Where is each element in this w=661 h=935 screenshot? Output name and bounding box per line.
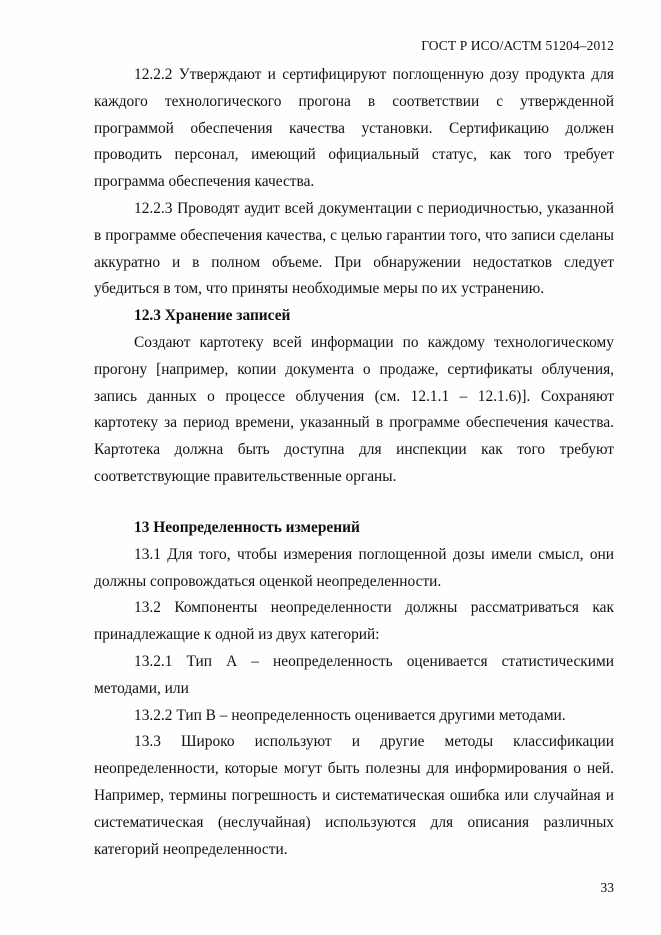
paragraph-12-2-2: 12.2.2 Утверждают и сертифицируют поглощенную дозу продукта для каждого технологического прогона в соответствии с утвержденной программой обеспечения качества установки. Сертификацию должен проводить персонал, имеющий официальный статус, как того требует программа обеспечения качества. [94, 66, 614, 191]
section-13-text [94, 515, 614, 863]
heading-12-3: 12.3 Хранение записей [134, 307, 291, 325]
paragraph-12-3: Создают картотеку всей информации по каждому технологическому прогону [например, копии документа о продаже, сертификаты облучения, запись данных о процессе облучения (см. 12.1.1 – 12.1.6)]. Сохраняют картотеку за период времени, указанный в программе обеспечения качества. Картотека должна быть доступна для инспекции как того требуют соответствующие правительственные органы. [94, 333, 614, 485]
heading-13: 13 Неопределенность измерений [134, 519, 360, 536]
paragraph-13-2-1: 13.2.1 Тип А – неопределенность оценивается статистическими методами, или [94, 652, 614, 697]
section-12-text [94, 62, 614, 491]
document-code-header: ГОСТ Р ИСО/АСТМ 51204–2012 [421, 38, 614, 53]
paragraph-13-3: 13.3 Широко используют и другие методы классификации неопределенности, которые могут быть полезны для информирования о ней. Например, термины погрешность и систематическая ошибка или случайная и систематическая (неслучайная) используются для описания различных категорий неопределенности. [94, 733, 614, 858]
paragraph-13-1: 13.1 Для того, чтобы измерения поглощенной дозы имели смысл, они должны сопровождаться оценкой неопределенности. [94, 545, 614, 590]
paragraph-13-2: 13.2 Компоненты неопределенности должны рассматриваться как принадлежащие к одной из двух категорий: [94, 599, 614, 644]
paragraph-13-2-2: 13.2.2 Тип В – неопределенность оценивается другими методами. [134, 706, 566, 724]
paragraph-12-2-3: 12.2.3 Проводят аудит всей документации с периодичностью, указанной в программе обеспечения качества, с целью гарантии того, что записи сделаны аккуратно и в полном объеме. При обнаружении недостатков следует убедиться в том, что приняты необходимые меры по их устранению. [94, 199, 614, 298]
page-number: 33 [600, 880, 614, 895]
